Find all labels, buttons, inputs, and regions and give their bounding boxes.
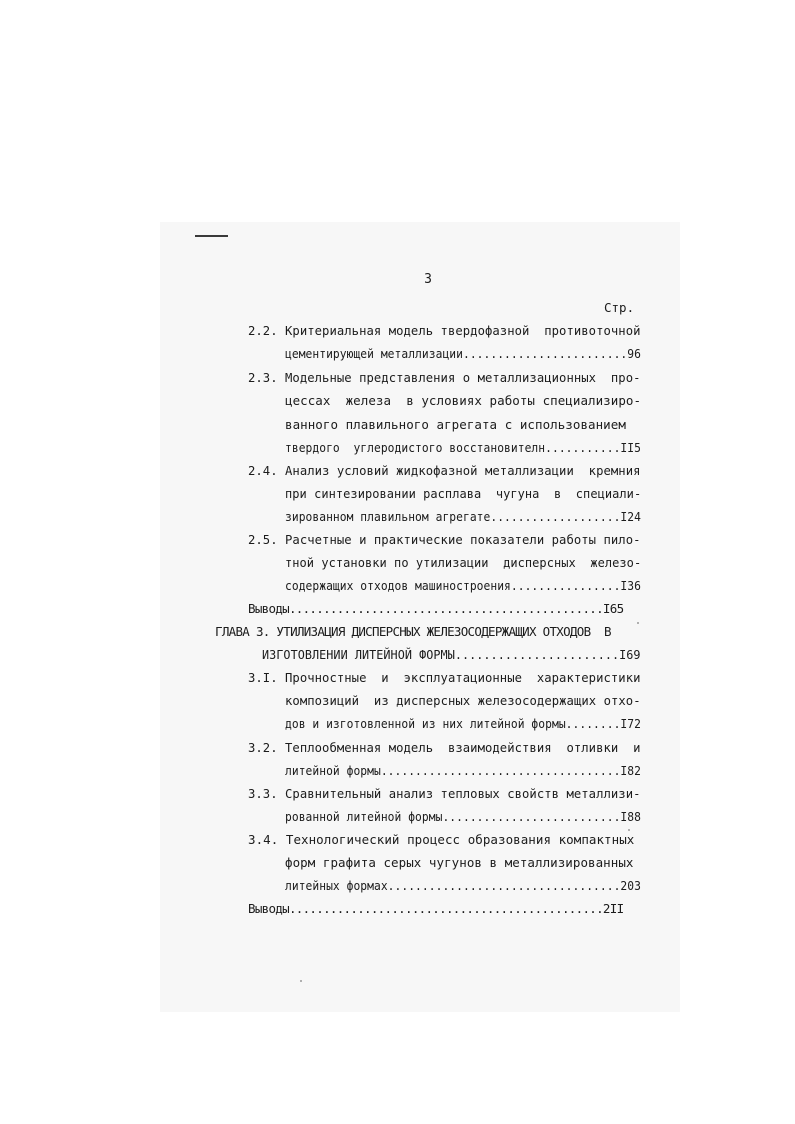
toc-entry-2-3-cont: цессах железа в условиях работы специализиро- — [285, 393, 642, 408]
toc-entry-2-5-cont: тной установки по утилизации дисперсных железо- — [285, 555, 642, 570]
toc-chapter-3: ГЛАВА 3. УТИЛИЗАЦИЯ ДИСПЕРСНЫХ ЖЕЛЕЗОСОДЕРЖАЩИХ ОТХОДОВ В — [215, 624, 611, 639]
toc-entry-3-1: 3.I. Прочностные и эксплуатационные характеристики — [248, 670, 641, 685]
toc-entry-3-4-cont: литейных формах..................................203 — [285, 878, 641, 893]
scan-speck — [628, 829, 630, 831]
toc-entry-3-2: 3.2. Теплообменная модель взаимодействия отливки и — [248, 740, 641, 755]
toc-entry-2-4-cont: при синтезировании расплава чугуна в специали- — [285, 486, 642, 501]
toc-entry-2-4: 2.4. Анализ условий жидкофазной металлизации кремния — [248, 463, 641, 478]
toc-entry-2-5: 2.5. Расчетные и практические показатели работы пило- — [248, 532, 641, 547]
toc-chapter-3-cont: ИЗГОТОВЛЕНИИ ЛИТЕЙНОЙ ФОРМЫ.......................I69 — [262, 647, 641, 662]
toc-entry-2-3-cont: ванного плавильного агрегата с использованием — [285, 417, 626, 432]
scan-speck — [300, 980, 302, 982]
toc-entry-2-3-cont: твердого углеродистого восстановителн...........II5 — [285, 440, 641, 455]
toc-entry-3-2-cont: литейной формы...................................I82 — [285, 763, 641, 778]
toc-entry-3-4-cont: форм графита серых чугунов в металлизированных — [285, 855, 634, 870]
margin-rule-mark — [195, 235, 228, 237]
toc-entry-3-3-cont: рованной литейной формы..........................I88 — [285, 809, 641, 824]
page-number: 3 — [424, 272, 432, 287]
toc-entry-conclusions-2: Выводы..............................................I65 — [248, 601, 624, 616]
toc-entry-3-1-cont: композиций из дисперсных железосодержащих отхо- — [285, 693, 641, 708]
toc-entry-2-2: 2.2. Критериальная модель твердофазной противоточной — [248, 323, 641, 338]
toc-entry-2-2-cont: цементирующей металлизации........................96 — [285, 346, 641, 361]
toc-entry-2-4-cont: зированном плавильном агрегате...................I24 — [285, 509, 641, 524]
toc-entry-2-5-cont: содержащих отходов машиностроения................I36 — [285, 578, 641, 593]
scan-speck — [637, 622, 639, 624]
toc-entry-3-4: 3.4. Технологический процесс образования компактных — [248, 832, 635, 847]
toc-entry-3-3: 3.3. Сравнительный анализ тепловых свойств металлизи- — [248, 786, 641, 801]
toc-entry-2-3: 2.3. Модельные представления о металлизационных про- — [248, 370, 641, 385]
toc-entry-3-1-cont: дов и изготовленной из них литейной формы........I72 — [285, 716, 641, 731]
page-column-header: Стр. — [604, 300, 635, 315]
toc-entry-conclusions-3: Выводы..............................................2II — [248, 901, 624, 916]
